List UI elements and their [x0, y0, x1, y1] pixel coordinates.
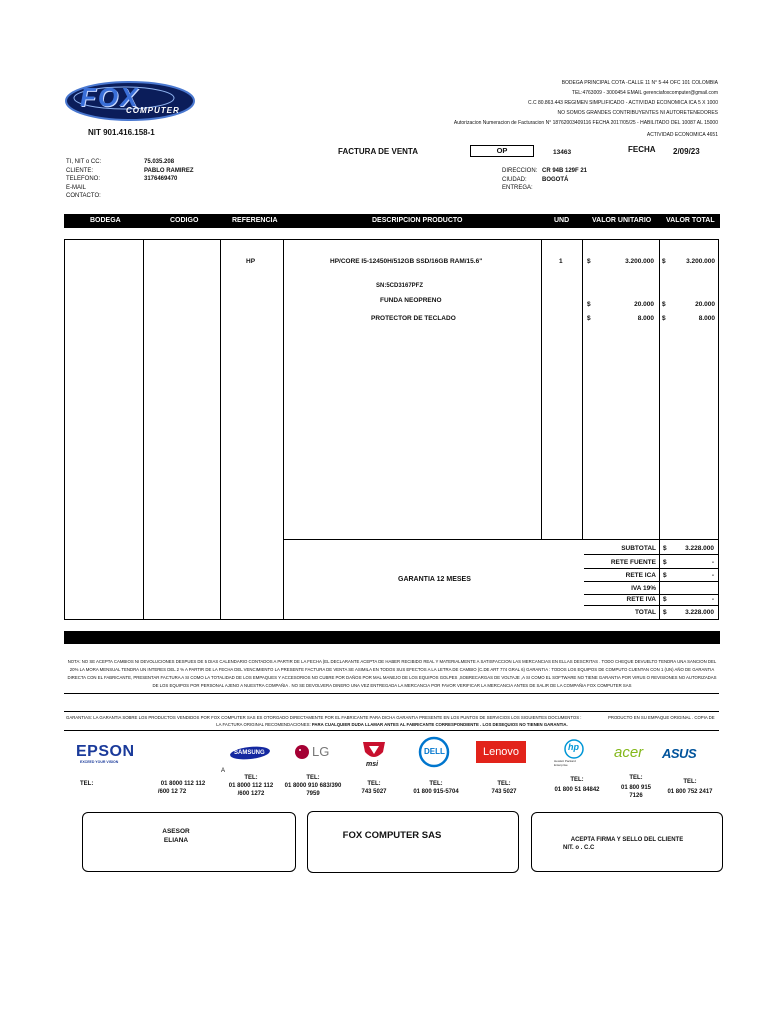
address-label: DIRECCION:: [502, 168, 538, 174]
row-descripcion: HP/CORE I5-12450H/512GB SSD/16GB RAM/15.6": [330, 258, 483, 265]
client-name-label: CLIENTE:: [66, 167, 94, 174]
msi-logo: [361, 740, 387, 770]
summary-divider: [283, 539, 719, 540]
terms-line: NOTA: NO SE ACEPTA CAMBIOS NI DEVOLUCIONES DESPUES DE 5 DIAS CALENDARIO CONTADOS A PARTIR DE LA FECHA (EL DECLARANTE ACEPTA DE HABER RECIBIDO REAL Y MATERIALMENTE A SATISFACCION LAS MERCANCIAS EN ELLAS DESCRITAS . TODO CHEQUE DEVUELTO TENDRA UNA SANCION DEL: [67, 659, 717, 664]
epson-phone: [148, 780, 218, 796]
col-line-0: [64, 239, 65, 619]
msi-phone: [352, 780, 396, 796]
rete-fuente-symbol: $: [663, 559, 667, 566]
subtotal-symbol: $: [663, 545, 667, 552]
company-authorization: Autorizacion Numeracion de Facturacion N° 18762003409116 FECHA 2017/05/25 - HABILITADO DEL 10087 AL 15000: [453, 120, 718, 126]
rete-ica-label: RETE ICA: [625, 572, 656, 579]
epson-tagline: EXCEED YOUR VISION: [80, 760, 119, 764]
header-valor-unitario: VALOR UNITARIO: [592, 217, 652, 224]
company-box: [307, 811, 519, 873]
op-box: [470, 145, 534, 157]
row-total-symbol: $: [662, 315, 666, 322]
client-name: PABLO RAMIREZ: [144, 167, 194, 174]
invoice-number: 13463: [553, 149, 572, 156]
warranty-text: GARANTIA 12 MESES: [398, 576, 471, 583]
phone-number: 01 800 51 84842: [554, 787, 600, 793]
letter-a: A: [221, 768, 226, 774]
terms-divider: [64, 693, 719, 694]
client-labels: [66, 158, 136, 201]
row-total: 3.200.000: [686, 258, 715, 265]
dell-phone: [405, 780, 467, 796]
client-address: CR 94B 129F 21: [542, 168, 588, 174]
asesor-name: ELIANA: [163, 837, 189, 844]
terms-line: DIRECTA CON EL FABRICANTE, PRESENTAR FACTURA A SI COMO LA TOTALIDAD DE LOS EMPAQUES Y ACCESORIOS NO CUBRE POR DAÑOS POR MAL MANEJO DE LOS EQUIPOS GOLPES ,SOBRECARGAS DE VOLTAJE ,A SI COMO EL SOFTWARE NO TIENE GARANTIA POR VIRUS O REVISIONES NO AUTORIZADAS: [67, 675, 717, 680]
company-nit: NIT 901.416.158-1: [88, 128, 155, 137]
black-divider-bar: [64, 631, 720, 644]
table-top-border: [64, 239, 719, 240]
msi-text: msi: [366, 761, 379, 768]
asesor-label: ASESOR: [162, 828, 190, 835]
col-line-6: [659, 239, 660, 619]
totals-rule: [584, 605, 719, 606]
col-line-2: [220, 239, 221, 619]
iva-label: IVA 19%: [631, 585, 656, 592]
row-unit-symbol: $: [587, 315, 591, 322]
client-email-label: E-MAIL: [66, 184, 87, 191]
acer-phone: [616, 774, 656, 800]
warranty-divider-top: [64, 711, 719, 712]
client-phone: 3176469470: [144, 176, 178, 182]
row-unit-symbol: $: [587, 258, 591, 265]
phone-number: 743 5027: [361, 789, 387, 795]
warranty-info-line2: [66, 721, 718, 728]
row-total-symbol: $: [662, 301, 666, 308]
dell-text: DELL: [424, 747, 445, 756]
header-valor-total: VALOR TOTAL: [666, 217, 715, 224]
company-contact: TEL:4763009 - 3000454 EMAIL gerenciafoxcomputer@gmail.com: [571, 90, 718, 96]
table-bottom-border: [64, 619, 719, 620]
client-contact-label: CONTACTO:: [66, 193, 101, 199]
phone-number: /600 1272: [237, 791, 265, 797]
row-descripcion: PROTECTOR DE TECLADO: [371, 315, 456, 322]
row-unit-price: 8.000: [637, 315, 654, 322]
tel-label: TEL:: [367, 781, 381, 787]
asus-phone: [660, 778, 720, 796]
dell-logo: [418, 736, 450, 768]
fecha-label: FECHA: [628, 145, 656, 154]
rete-iva-label: RETE IVA: [626, 596, 656, 603]
delivery-label: ENTREGA:: [502, 185, 533, 191]
row-unit-price: 20.000: [634, 301, 654, 308]
samsung-text: SAMSUNG: [234, 750, 265, 756]
rete-fuente-value: -: [711, 559, 714, 566]
epson-logo: EPSON: [76, 743, 135, 760]
row-descripcion: FUNDA NEOPRENO: [380, 297, 442, 304]
lg-phone: [282, 774, 344, 798]
row-unit-symbol: $: [587, 301, 591, 308]
phone-number: 01 800 915-5704: [413, 789, 459, 795]
col-line-5: [582, 239, 583, 539]
phone-number: /600 12 72: [157, 789, 187, 795]
lg-logo: [294, 744, 334, 760]
warranty-info-right: PRODUCTO EN SU EMPAQUE ORIGINAL . COPIA DE: [608, 715, 715, 720]
header-referencia: REFERENCIA: [232, 217, 278, 224]
phone-number: 01 800 752 2417: [667, 789, 713, 795]
invoice-date: 2/09/23: [673, 147, 700, 156]
warranty-divider-bottom: [64, 730, 719, 731]
delivery-values: [542, 167, 662, 184]
row-total: 8.000: [698, 315, 715, 322]
asus-logo: ASUS: [662, 746, 697, 761]
company-name: FOX COMPUTER SAS: [342, 830, 442, 841]
tel-label: TEL:: [497, 781, 511, 787]
hp-subtext: Hewlett Packard Enterprise: [554, 759, 576, 767]
logo-text: FOX: [80, 82, 140, 112]
rete-ica-value: -: [711, 572, 714, 579]
subtotal-value: 3.228.000: [685, 545, 714, 552]
hp-text: hp: [568, 742, 579, 752]
client-phone-label: TELEFONO:: [66, 176, 101, 182]
signature-label: ACEPTA FIRMA Y SELLO DEL CLIENTE: [570, 837, 684, 843]
rete-iva-value: -: [711, 596, 714, 603]
row-total-symbol: $: [662, 258, 666, 265]
header-bodega: BODEGA: [90, 217, 121, 224]
subtotal-label: SUBTOTAL: [621, 545, 656, 552]
client-values: [144, 158, 284, 184]
header-descripcion: DESCRIPCION PRODUCTO: [372, 217, 463, 224]
hp-logo: [554, 739, 592, 769]
company-regimen: C.C 80.863.443 REGIMEN SIMPLIFICADO - ACTIVIDAD ECONOMICA ICA 5 X 1000: [527, 100, 718, 106]
signature-nit-label: NIT. o . C.C: [563, 845, 595, 851]
warranty-invoice-note: LA FACTURA ORIGINAL RECOMENDACIONES:: [216, 722, 311, 727]
client-id: 75.035.208: [144, 159, 175, 165]
terms-line: 20% LA MORA MENSUAL TENDRA UN INTERES DEL 2 % A PARTIR DE LA FECHA DEL VENCIMIENTO LA PRESENTE FACTURA DE VENTA SE ASIMILA EN TODOS SUS EFECTOS A LA LETRA DE CAMBIO (C.DE ART 774 GRAL 6) GARANTIA : TODOS LOS EQUIPOS DE COMPUTO CUENTAN CON 1 (UN) AÑO DE GARANTIA: [69, 667, 715, 672]
delivery-labels: [502, 167, 542, 193]
row-unit-price: 3.200.000: [625, 258, 654, 265]
phone-number: 01 800 915: [620, 785, 652, 791]
company-contributor: NO SOMOS GRANDES CONTRIBUYENTES NI AUTORETENEDORES: [557, 110, 718, 116]
totals-rule: [584, 568, 719, 569]
phone-number: 7126: [629, 793, 643, 799]
samsung-phone: [225, 774, 277, 798]
lenovo-text: Lenovo: [482, 746, 520, 758]
company-activity: ACTIVIDAD ECONOMICA 4651: [646, 132, 718, 138]
tel-label: TEL:: [683, 779, 697, 785]
asesor-box: [82, 812, 296, 872]
company-info: [400, 80, 718, 139]
logo-subtext: COMPUTER: [126, 106, 180, 115]
tel-label: TEL:: [570, 777, 584, 783]
terms-note: [66, 658, 718, 690]
lenovo-phone: [482, 780, 526, 796]
tel-label: TEL:: [429, 781, 443, 787]
header-und: UND: [554, 217, 570, 224]
terms-line: DE LOS EQUIPOS POR PERSONAL AJENO A NUESTRA COMPAÑIA . NO SE DEVOLVERA DINERO UNA VEZ ENTREGADA LA MERCANCIA POR FAVOR VERIFICAR LA MERCANCIA ANTES DE SALIR DE LA COMPAÑIA FOX COMPUTER SAS: [152, 683, 632, 688]
serial-number: SN:5CD3167PFZ: [376, 283, 424, 289]
tel-label: TEL:: [306, 775, 320, 781]
warranty-info-line1: GARANTIAS: LA GARANTIA SOBRE LOS PRODUCTOS VENDIDOS POR FOX COMPUTER SAS ES OTORGADO DIRECTAMENTE POR EL FABRICANTE PARA DICHA GARANTIA PRESENTE EN LOS PUNTOS DE SERVICIOS LOS SIGUIENTES DOCUMENTOS :: [66, 715, 582, 720]
client-city: BOGOTÁ: [542, 176, 569, 183]
total-symbol: $: [663, 609, 667, 616]
total-label: TOTAL: [634, 609, 656, 616]
rete-fuente-label: RETE FUENTE: [610, 559, 656, 566]
total-value: 3.228.000: [685, 609, 714, 616]
op-label: OP: [496, 146, 508, 155]
totals-rule: [584, 554, 719, 555]
col-line-4: [541, 239, 542, 539]
phone-number: 01 8000 910 683/390: [284, 783, 342, 789]
warranty-recommendation: PARA CUALQUIER DUDA LLAMAR ANTES AL FABRICANTE CORRESPONDIENTE . LOS DESEQUIOS NO TIENEN GARANTIA.: [311, 722, 568, 727]
col-line-1: [143, 239, 144, 619]
phone-number: 01 8000 112 112: [228, 783, 274, 789]
col-line-7: [718, 239, 719, 619]
samsung-logo: [229, 746, 271, 760]
rete-ica-symbol: $: [663, 572, 667, 579]
row-und: 1: [559, 258, 563, 265]
epson-tel-label: TEL:: [80, 781, 94, 787]
signature-box: [531, 812, 723, 872]
city-label: CIUDAD:: [502, 176, 527, 183]
phone-number: 01 8000 112 112: [160, 781, 206, 787]
table-header: [64, 214, 720, 228]
acer-logo: acer: [614, 744, 644, 761]
row-referencia: HP: [246, 258, 256, 265]
header-codigo: CODIGO: [170, 217, 199, 224]
totals-rule: [584, 581, 719, 582]
client-id-label: TI, NIT o CC:: [66, 159, 102, 165]
col-line-3: [283, 239, 284, 619]
rete-iva-symbol: $: [663, 596, 667, 603]
totals-rule: [584, 594, 719, 595]
invoice-title: FACTURA DE VENTA: [338, 147, 418, 156]
company-logo: [64, 80, 196, 122]
tel-label: TEL:: [244, 775, 258, 781]
row-total: 20.000: [695, 301, 715, 308]
tel-label: TEL:: [629, 775, 643, 781]
hp-phone: [546, 776, 608, 794]
lenovo-logo: [476, 741, 526, 763]
phone-number: 743 5027: [491, 789, 517, 795]
company-address: BODEGA PRINCIPAL COTA -CALLE 11 N° 5-44 OFC 101 COLOMBIA: [561, 80, 718, 86]
lg-text: LG: [312, 744, 330, 759]
phone-number: 7959: [306, 791, 320, 797]
